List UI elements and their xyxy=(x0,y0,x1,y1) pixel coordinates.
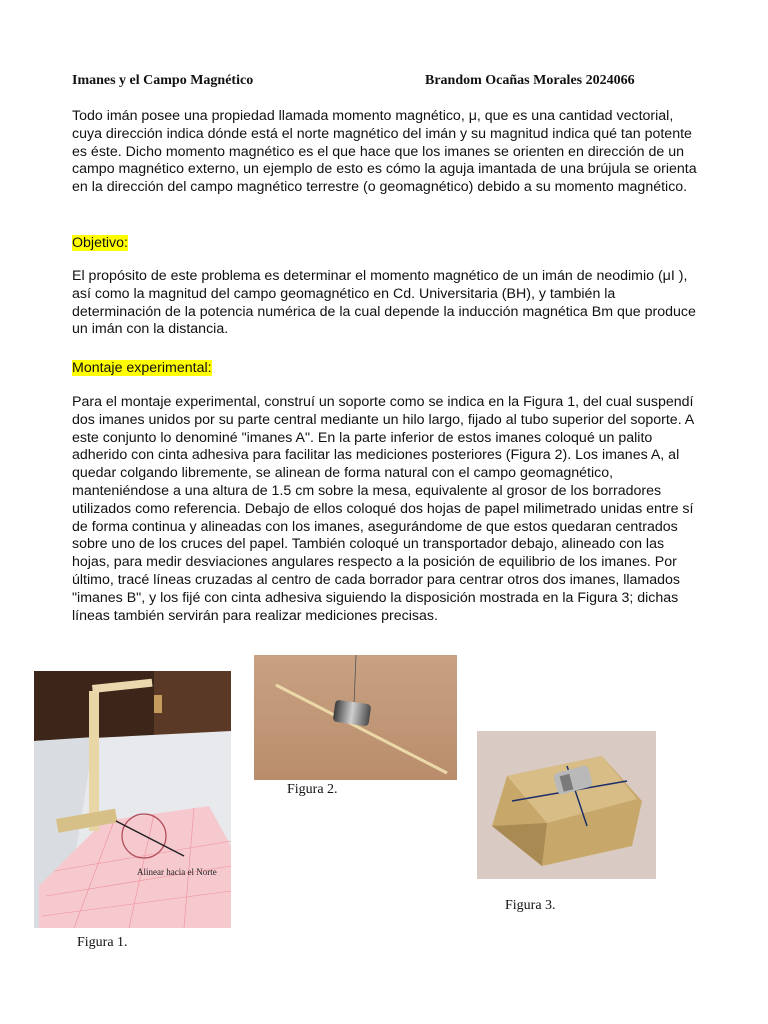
document-title: Imanes y el Campo Magnético xyxy=(72,73,254,88)
figure-3-photo xyxy=(477,731,656,879)
figure-2-photo xyxy=(254,655,457,780)
montaje-heading-text: Montaje experimental: xyxy=(72,360,212,376)
objetivo-heading xyxy=(72,234,128,252)
montaje-paragraph: Para el montaje experimental, construí un soporte como se indica en la Figura 1, del cual suspendí dos imanes unidos por su parte central mediante un hilo largo, fijado al tubo superior del soporte. A este conjunto lo denominé "imanes A". En la parte inferior de estos imanes coloqué un palito adherido con cinta adhesiva para facilitar las mediciones posteriores (Figura 2). Los imanes A, al quedar colgando libremente, se alinean de forma natural con el campo geomagnético, manteniéndose a una altura de 1.5 cm sobre la mesa, equivalente al grosor de los borradores utilizados como referencia. Debajo de ellos coloqué dos hojas de papel milimetrado unidas entre sí de forma continua y alineadas con los imanes, asegurándome de que estos quedaran centrados sobre uno de los cruces del papel. También coloqué un transportador debajo, alineado con las hojas, para medir desviaciones angulares respecto a la posición de equilibrio de los imanes. Por último, tracé líneas cruzadas al centro de cada borrador para centrar otros dos imanes, llamados "imanes B", y los fijé con cinta adhesiva siguiendo la disposición mostrada en la Figura 3; dichas líneas también servirán para realizar mediciones precisas. xyxy=(72,394,694,624)
figure-1-label: Alinear hacia el Norte xyxy=(137,867,217,877)
objetivo-paragraph: El propósito de este problema es determinar el momento magnético de un imán de neodimio (μI ), así como la magnitud del campo geomagnético en Cd. Universitaria (BH), y también la determinación de la potencia numérica de la cual depende la inducción magnética Bm que produce un imán con la distancia. xyxy=(72,268,696,338)
objetivo-heading-text: Objetivo: xyxy=(72,235,128,251)
intro-paragraph: Todo imán posee una propiedad llamada momento magnético, μ, que es una cantidad vectorial, cuya dirección indica dónde está el norte magnético del imán y su magnitud indica qué tan potente es éste. Dicho momento magnético es el que hace que los imanes se orienten en dirección de un campo magnético externo, un ejemplo de esto es cómo la aguja imantada de una brújula se orienta en la dirección del campo magnético terrestre (o geomagnético) debido a su momento magnético. xyxy=(72,108,697,196)
figure-1-photo xyxy=(34,671,231,928)
figure-2-caption: Figura 2. xyxy=(287,782,338,797)
montaje-heading xyxy=(72,359,212,377)
figure-3-caption: Figura 3. xyxy=(505,898,556,913)
figure-1-caption: Figura 1. xyxy=(77,935,128,950)
author-line: Brandom Ocañas Morales 2024066 xyxy=(425,73,635,88)
